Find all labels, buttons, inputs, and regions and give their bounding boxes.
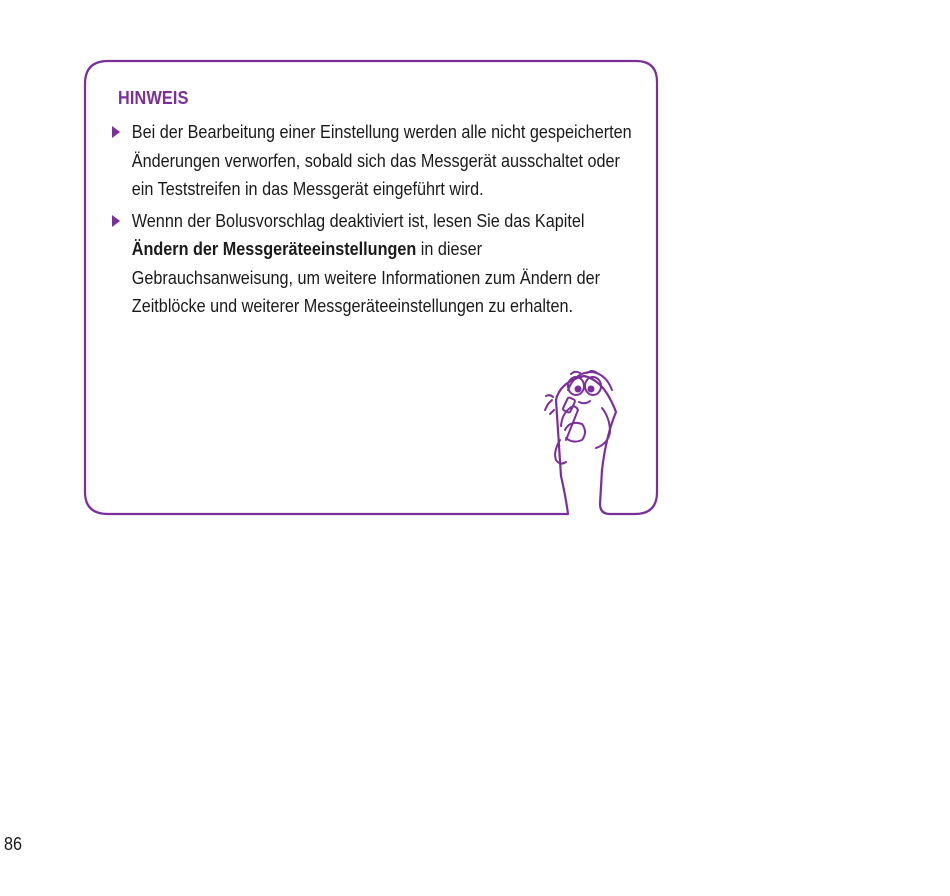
note-text-before: Wennn der Bolusvorschlag deaktiviert ist, lesen Sie das Kapitel (131, 210, 585, 231)
note-heading: HINWEIS (118, 88, 189, 108)
page-number: 86 (4, 834, 23, 854)
thinking-figure-with-meter-icon (545, 371, 612, 464)
list-item (112, 207, 636, 321)
note-text-after: in dieser Gebrauchsanweisung, um weitere Informationen zum Ändern der Zeitblöcke und weiterer Messgeräteeinstellungen zu erhalten. (131, 239, 601, 316)
note-item-text: Bei der Bearbeitung einer Einstellung werden alle nicht gespeicherten Änderungen verworfen, sobald sich das Messgerät ausschaltet oder ein Teststreifen in das Messgerät eingeführt wird. (131, 122, 632, 199)
note-item-text (132, 211, 600, 317)
list-item (112, 118, 636, 204)
triangle-bullet-icon (112, 215, 120, 227)
triangle-bullet-icon (112, 126, 120, 138)
chapter-reference: Ändern der Messgeräteeinstellungen (131, 239, 417, 259)
note-list (112, 118, 642, 324)
